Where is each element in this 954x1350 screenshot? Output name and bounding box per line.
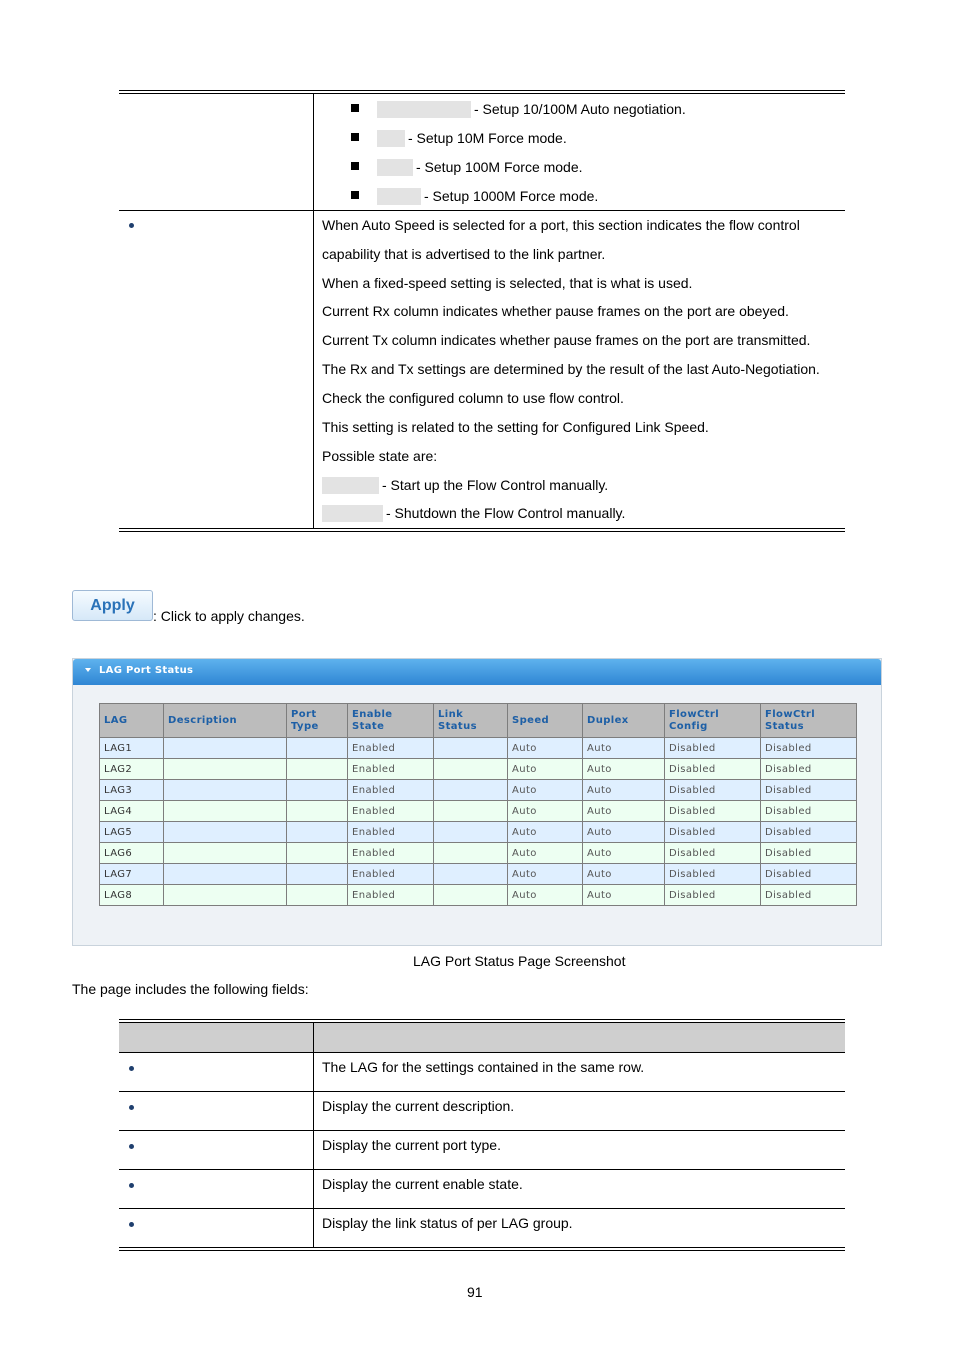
- table-cell: [287, 738, 348, 759]
- row-divider: [119, 210, 845, 211]
- field-desc: Display the current port type.: [322, 1137, 501, 1153]
- row-divider: [119, 1052, 845, 1053]
- column-header: [583, 704, 665, 738]
- column-header: [434, 704, 508, 738]
- apply-button[interactable]: Apply: [72, 590, 153, 621]
- table-cell: Auto: [583, 843, 665, 864]
- bullet-dot-icon: [129, 1105, 134, 1110]
- table-cell: [164, 885, 287, 906]
- table-cell: Enabled: [348, 738, 434, 759]
- table-cell: Enabled: [348, 822, 434, 843]
- table-top-rule: [119, 90, 845, 91]
- table-cell: LAG4: [100, 801, 164, 822]
- table-cell: Auto: [508, 843, 583, 864]
- table-cell: Enabled: [348, 780, 434, 801]
- flow-desc-line: Possible state are:: [322, 448, 438, 464]
- column-divider: [313, 94, 314, 529]
- panel-title: LAG Port Status: [99, 665, 194, 676]
- table-cell: [287, 885, 348, 906]
- lag-status-table: [99, 703, 857, 906]
- column-header-text: Status: [765, 720, 804, 732]
- table-row: [100, 885, 857, 906]
- column-header-text: FlowCtrl: [765, 708, 816, 720]
- column-header-text: Link: [438, 708, 464, 720]
- redacted-option-label: [377, 130, 405, 147]
- intro-text: The page includes the following fields:: [72, 981, 309, 997]
- flow-desc-line: Current Rx column indicates whether pause frames on the port are obeyed.: [322, 303, 789, 319]
- column-header: [287, 704, 348, 738]
- table-cell: Disabled: [665, 738, 761, 759]
- bullet-square-icon: [351, 133, 359, 141]
- table-row: [100, 738, 857, 759]
- table-header-row: [100, 704, 857, 738]
- table-cell: Disabled: [665, 822, 761, 843]
- table-cell: LAG5: [100, 822, 164, 843]
- bullet-dot-icon: [129, 1222, 134, 1227]
- bullet-square-icon: [351, 191, 359, 199]
- table-cell: Enabled: [348, 801, 434, 822]
- table-cell: Disabled: [761, 759, 857, 780]
- speed-option-desc: - Setup 100M Force mode.: [416, 159, 583, 175]
- table-cell: LAG1: [100, 738, 164, 759]
- table-bottom-rule-2: [119, 1250, 845, 1251]
- table-cell: [434, 759, 508, 780]
- column-header-text: Duplex: [587, 714, 629, 726]
- table-cell: Disabled: [761, 738, 857, 759]
- table-row: [100, 843, 857, 864]
- speed-option-desc: - Setup 10/100M Auto negotiation.: [474, 101, 686, 117]
- bullet-dot-icon: [129, 1066, 134, 1071]
- table-cell: Disabled: [761, 864, 857, 885]
- column-header-text: Config: [669, 720, 708, 732]
- table-top-rule-2: [119, 93, 845, 94]
- table-cell: Disabled: [665, 885, 761, 906]
- table-top-rule-2: [119, 1022, 845, 1023]
- row-divider: [119, 1169, 845, 1170]
- column-header-text: Enable: [352, 708, 393, 720]
- table-cell: Auto: [508, 801, 583, 822]
- flow-state-desc: - Start up the Flow Control manually.: [382, 477, 609, 493]
- redacted-option-label: [377, 188, 421, 205]
- table-cell: Disabled: [665, 780, 761, 801]
- table-cell: [287, 864, 348, 885]
- table-cell: Auto: [583, 822, 665, 843]
- table-cell: Auto: [508, 885, 583, 906]
- column-header-text: State: [352, 720, 385, 732]
- table-cell: Enabled: [348, 759, 434, 780]
- table-cell: [287, 801, 348, 822]
- column-header-text: Port: [291, 708, 317, 720]
- flow-desc-line: capability that is advertised to the link partner.: [322, 246, 606, 262]
- table-cell: Auto: [508, 780, 583, 801]
- table-cell: Auto: [583, 864, 665, 885]
- table-cell: [434, 864, 508, 885]
- speed-option-desc: - Setup 1000M Force mode.: [424, 188, 599, 204]
- redacted-state-label: [322, 505, 383, 522]
- redacted-option-label: [377, 101, 471, 118]
- bullet-square-icon: [351, 162, 359, 170]
- table-cell: [164, 801, 287, 822]
- column-header: [348, 704, 434, 738]
- field-desc: The LAG for the settings contained in the same row.: [322, 1059, 645, 1075]
- table-cell: [164, 864, 287, 885]
- table-cell: Disabled: [665, 864, 761, 885]
- table-cell: LAG3: [100, 780, 164, 801]
- table-cell: [434, 780, 508, 801]
- table-cell: [287, 759, 348, 780]
- flow-desc-line: Check the configured column to use flow control.: [322, 390, 624, 406]
- column-header: [508, 704, 583, 738]
- table-cell: Auto: [508, 822, 583, 843]
- table-row: [100, 780, 857, 801]
- table-cell: Auto: [583, 801, 665, 822]
- column-header: [665, 704, 761, 738]
- table-cell: Disabled: [761, 843, 857, 864]
- table-cell: LAG2: [100, 759, 164, 780]
- flow-desc-line: Current Tx column indicates whether pause frames on the port are transmitted.: [322, 332, 811, 348]
- column-header-text: LAG: [104, 714, 128, 726]
- table-cell: Auto: [583, 780, 665, 801]
- bullet-dot-icon: [129, 1183, 134, 1188]
- table-cell: [434, 801, 508, 822]
- table-row: [100, 759, 857, 780]
- table-cell: Disabled: [761, 780, 857, 801]
- table-header-fill: [119, 1022, 845, 1053]
- column-header-text: Speed: [512, 714, 550, 726]
- field-desc: Display the link status of per LAG group.: [322, 1215, 573, 1231]
- collapse-arrow-icon[interactable]: [85, 668, 91, 672]
- table-cell: LAG7: [100, 864, 164, 885]
- table-cell: Auto: [508, 864, 583, 885]
- page-number: 91: [467, 1284, 483, 1300]
- table-cell: [287, 843, 348, 864]
- table-top-rule: [119, 1019, 845, 1020]
- table-cell: Auto: [508, 759, 583, 780]
- flow-desc-line: This setting is related to the setting for Configured Link Speed.: [322, 419, 709, 435]
- row-divider: [119, 1091, 845, 1092]
- flow-state-desc: - Shutdown the Flow Control manually.: [386, 505, 626, 521]
- apply-caption: : Click to apply changes.: [153, 608, 305, 624]
- table-cell: [164, 822, 287, 843]
- panel-header[interactable]: [73, 659, 881, 685]
- table-cell: Auto: [583, 759, 665, 780]
- table-cell: [434, 738, 508, 759]
- column-header-text: FlowCtrl: [669, 708, 720, 720]
- table-cell: [287, 822, 348, 843]
- bullet-dot-icon: [129, 1144, 134, 1149]
- table-cell: [434, 843, 508, 864]
- column-header-text: Status: [438, 720, 477, 732]
- figure-caption: LAG Port Status Page Screenshot: [413, 953, 626, 969]
- table-cell: [287, 780, 348, 801]
- table-bottom-rule-2: [119, 531, 845, 532]
- bullet-square-icon: [351, 104, 359, 112]
- redacted-option-label: [377, 159, 413, 176]
- column-header-text: Description: [168, 714, 238, 726]
- field-desc: Display the current description.: [322, 1098, 515, 1114]
- field-desc: Display the current enable state.: [322, 1176, 523, 1192]
- column-header: [100, 704, 164, 738]
- table-cell: [164, 759, 287, 780]
- table-bottom-rule: [119, 528, 845, 529]
- table-cell: Disabled: [665, 801, 761, 822]
- table-cell: Disabled: [761, 822, 857, 843]
- column-header: [164, 704, 287, 738]
- table-cell: Enabled: [348, 885, 434, 906]
- table-cell: LAG8: [100, 885, 164, 906]
- speed-option-desc: - Setup 10M Force mode.: [408, 130, 567, 146]
- redacted-state-label: [322, 477, 379, 494]
- flow-desc-line: The Rx and Tx settings are determined by the result of the last Auto-Negotiation.: [322, 361, 820, 377]
- table-cell: Auto: [583, 885, 665, 906]
- column-header-text: Type: [291, 720, 319, 732]
- table-cell: [164, 843, 287, 864]
- table-bottom-rule: [119, 1247, 845, 1248]
- flow-desc-line: When Auto Speed is selected for a port, this section indicates the flow control: [322, 217, 800, 233]
- column-divider: [313, 1023, 314, 1248]
- table-cell: [164, 738, 287, 759]
- table-cell: [434, 822, 508, 843]
- lag-port-status-panel: [72, 658, 882, 946]
- table-cell: Enabled: [348, 864, 434, 885]
- table-cell: LAG6: [100, 843, 164, 864]
- table-cell: Enabled: [348, 843, 434, 864]
- table-cell: [164, 780, 287, 801]
- table-row: [100, 822, 857, 843]
- table-cell: Auto: [508, 738, 583, 759]
- table-cell: Disabled: [665, 843, 761, 864]
- bullet-dot-icon: [129, 223, 134, 228]
- table-cell: [434, 885, 508, 906]
- row-divider: [119, 1208, 845, 1209]
- table-row: [100, 801, 857, 822]
- flow-desc-line: When a fixed-speed setting is selected, that is what is used.: [322, 275, 693, 291]
- table-row: [100, 864, 857, 885]
- table-cell: Auto: [583, 738, 665, 759]
- table-cell: Disabled: [665, 759, 761, 780]
- table-cell: Disabled: [761, 885, 857, 906]
- table-cell: Disabled: [761, 801, 857, 822]
- column-header: [761, 704, 857, 738]
- row-divider: [119, 1130, 845, 1131]
